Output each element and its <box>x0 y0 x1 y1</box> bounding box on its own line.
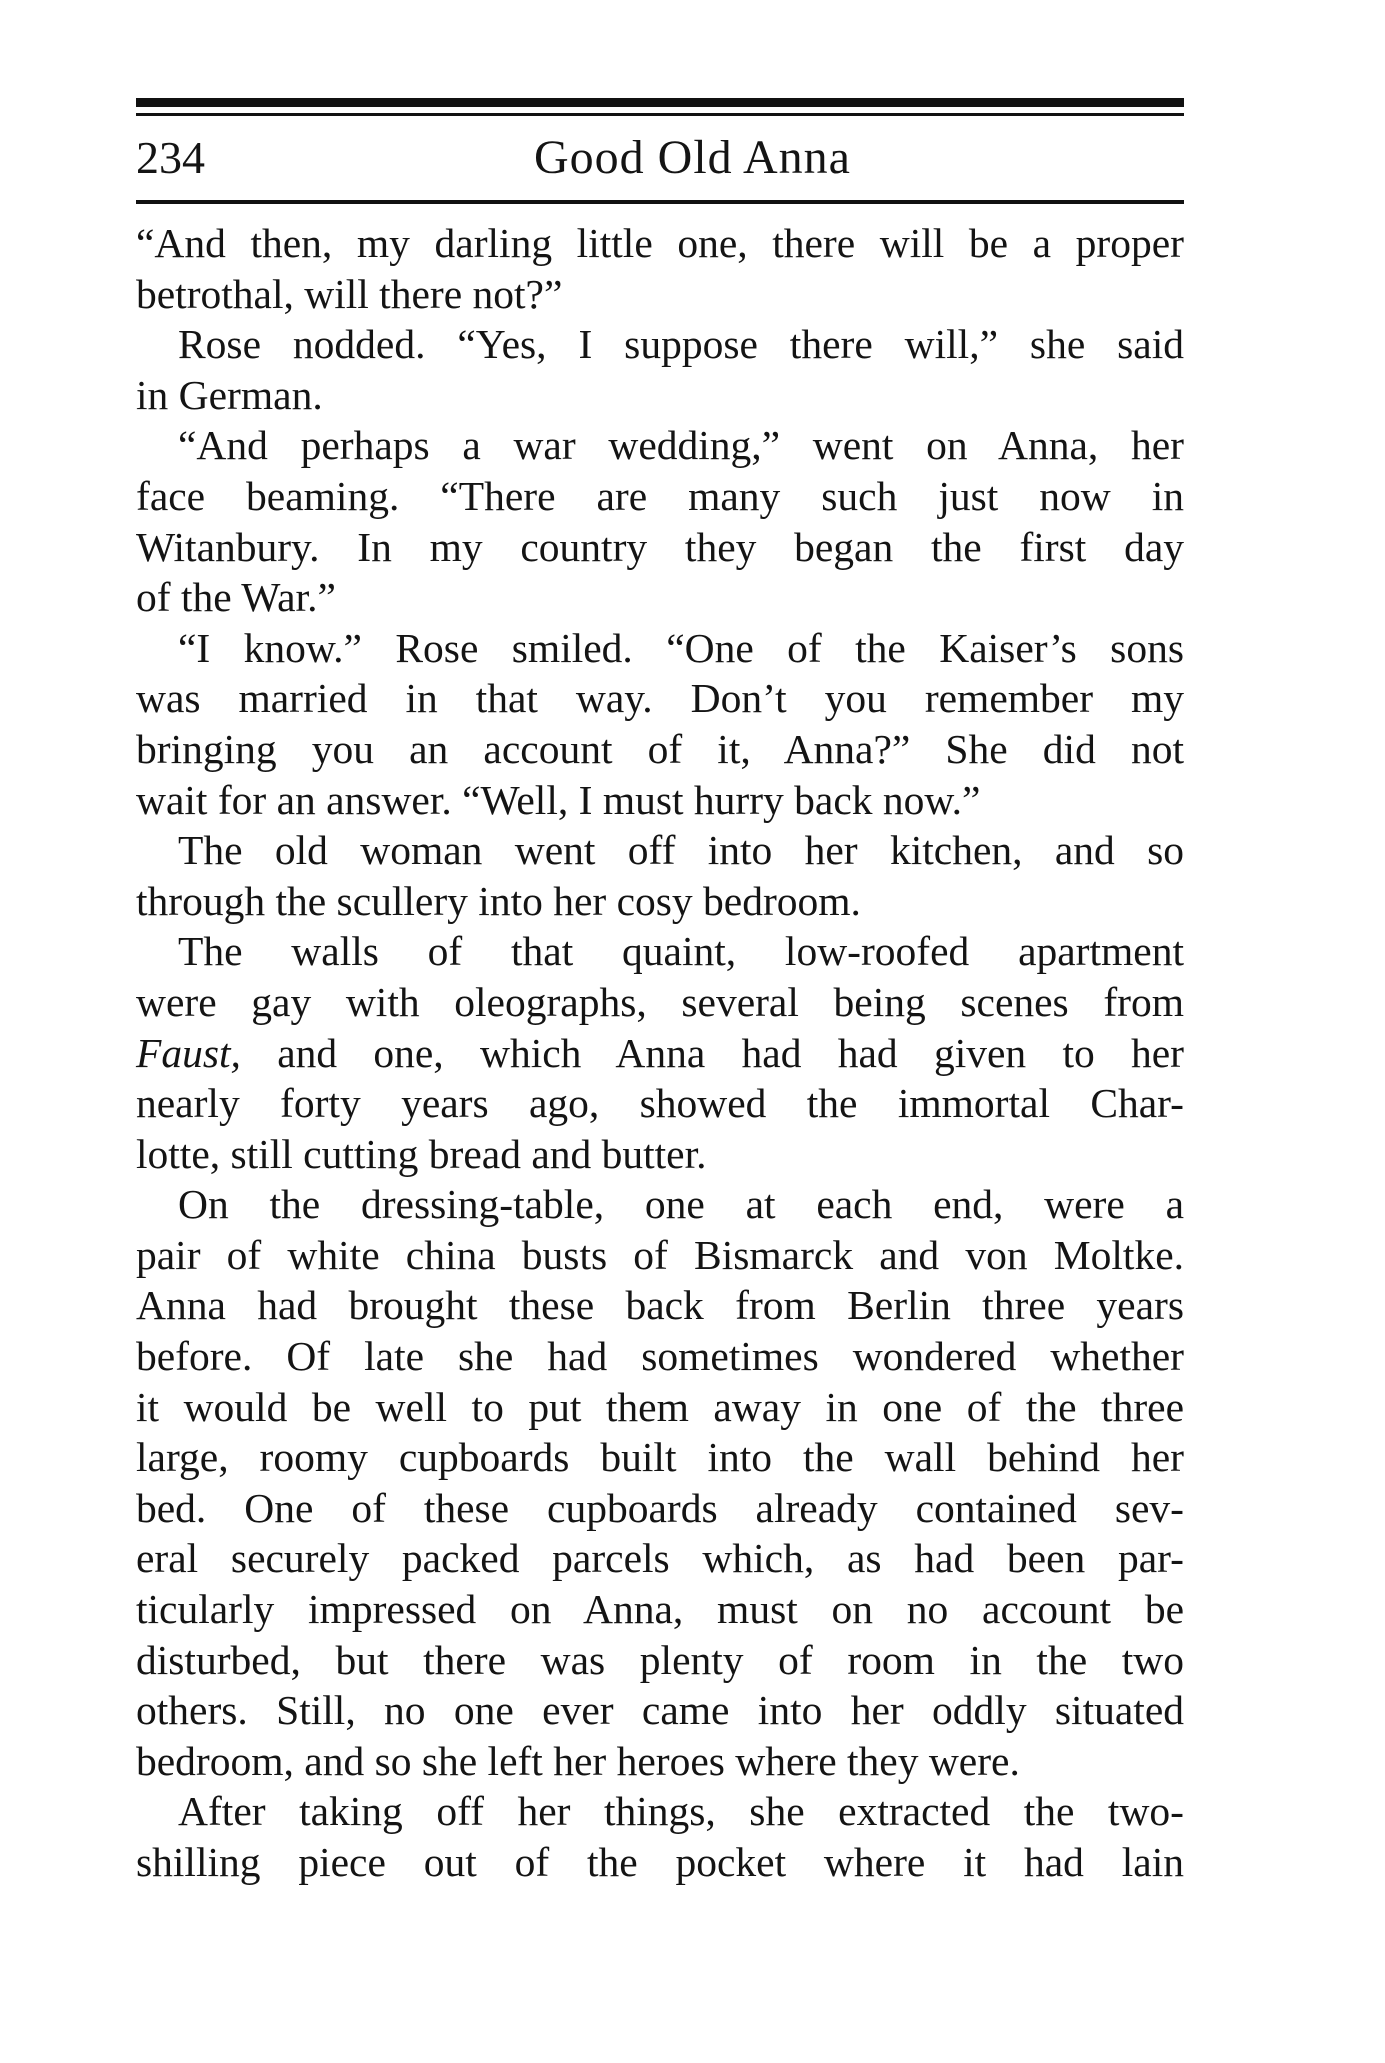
text-line: The walls of that quaint, low-roofed apartment <box>178 928 1184 975</box>
header-rule-thin <box>136 113 1184 116</box>
text-line: On the dressing-table, one at each end, were a <box>178 1181 1184 1228</box>
text-line: wait for an answer. “Well, I must hurry back now.” <box>136 776 981 823</box>
text-line: large, roomy cupboards built into the wall behind her <box>136 1434 1184 1481</box>
text-line: “And then, my darling little one, there will be a proper <box>136 220 1184 266</box>
text-line: bed. One of these cupboards already contained sev- <box>136 1484 1184 1531</box>
italic-title: Faust, <box>136 1029 241 1076</box>
text-line: pair of white china busts of Bismarck and von Moltke. <box>136 1231 1184 1278</box>
text-line: Anna had brought these back from Berlin three years <box>136 1282 1184 1329</box>
text-line: of the War.” <box>136 574 336 621</box>
text-line: in German. <box>136 371 323 418</box>
text-line: Rose nodded. “Yes, I suppose there will,” she said <box>178 321 1184 368</box>
text-line: lotte, still cutting bread and butter. <box>136 1130 707 1177</box>
text-line: ticularly impressed on Anna, must on no account be <box>136 1586 1184 1633</box>
text-line: After taking off her things, she extracted the two- <box>178 1788 1184 1835</box>
body-text <box>136 218 1184 1888</box>
text-line: “I know.” Rose smiled. “One of the Kaiser’s sons <box>178 624 1184 671</box>
text-line: it would be well to put them away in one of the three <box>136 1383 1184 1430</box>
text-line: face beaming. “There are many such just now in <box>136 472 1184 519</box>
running-title: Good Old Anna <box>534 131 851 184</box>
text-line: through the scullery into her cosy bedroom. <box>136 877 861 924</box>
text-line: shilling piece out of the pocket where it had lain <box>136 1839 1184 1885</box>
text-line: Witanbury. In my country they began the first day <box>136 523 1184 570</box>
text-line: “And perhaps a war wedding,” went on Anna, her <box>178 422 1184 469</box>
text-line: bedroom, and so she left her heroes where they were. <box>136 1737 1020 1784</box>
text-line: disturbed, but there was plenty of room in the two <box>136 1636 1184 1683</box>
text-line: were gay with oleographs, several being scenes from <box>136 978 1184 1025</box>
header-rule-thick <box>136 98 1184 107</box>
text-line: The old woman went off into her kitchen, and so <box>178 827 1184 874</box>
header-underline-rule <box>136 200 1184 204</box>
text-line: betrothal, will there not?” <box>136 270 563 317</box>
text-line: before. Of late she had sometimes wondered whether <box>136 1333 1184 1380</box>
text-line: nearly forty years ago, showed the immortal Char- <box>136 1080 1184 1127</box>
text-line: was married in that way. Don’t you remember my <box>136 675 1184 722</box>
text-line: eral securely packed parcels which, as had been par- <box>136 1535 1184 1582</box>
text-line: Faust, and one, which Anna had had given to her <box>136 1029 1184 1076</box>
text-line: others. Still, no one ever came into her oddly situated <box>136 1687 1184 1734</box>
page-number: 234 <box>136 132 205 183</box>
text-line: bringing you an account of it, Anna?” She did not <box>136 725 1184 772</box>
